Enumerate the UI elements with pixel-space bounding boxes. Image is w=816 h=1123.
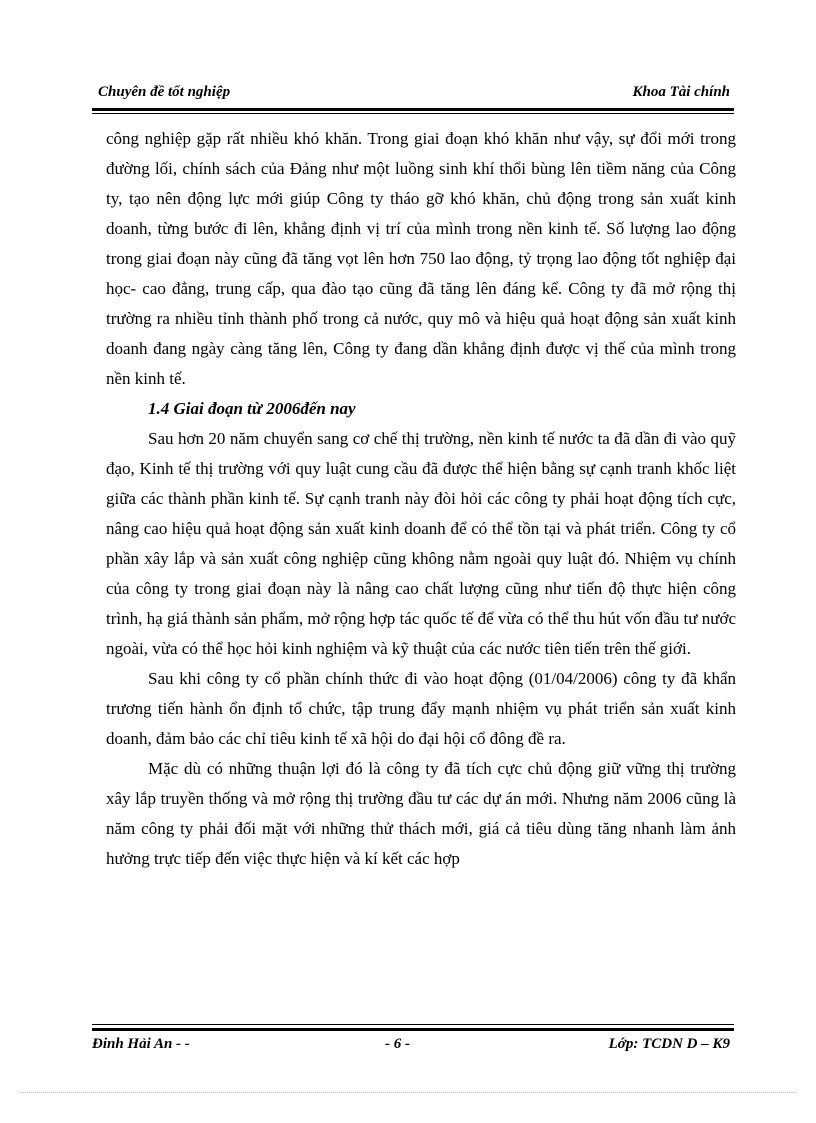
page-break-line xyxy=(20,1092,796,1093)
footer-rule-thick xyxy=(92,1028,734,1031)
paragraph-3: Sau khi công ty cổ phần chính thức đi vào hoạt động (01/04/2006) công ty đã khẩn trương tiến hành ổn định tổ chức, tập trung đẩy mạnh nhiệm vụ phát triển sản xuất kinh doanh, đảm bảo các chỉ tiêu kinh tế xã hội do đại hội cổ đông đề ra. xyxy=(106,669,736,748)
header-right-title: Khoa Tài chính xyxy=(632,84,730,100)
page-header xyxy=(92,80,734,106)
paragraph-1: công nghiệp gặp rất nhiều khó khăn. Trong giai đoạn khó khăn như vậy, sự đổi mới trong đường lối, chính sách của Đảng như một luồng sinh khí thổi bùng lên tiềm năng của Công ty, tạo nên động lực mới giúp Công ty tháo gỡ khó khăn, chủ động trong sản xuất kinh doanh, từng bước đi lên, khẳng định vị trí của mình trong nền kinh tế. Số lượng lao động trong giai đoạn này cũng đã tăng vọt lên hơn 750 lao động, tỷ trọng lao động tốt nghiệp đại học- cao đẳng, trung cấp, qua đào tạo cũng đã tăng lên đáng kể. Công ty đã mở rộng thị trường ra nhiều tỉnh thành phố trong cả nước, quy mô và hiệu quả hoạt động sản xuất kinh doanh đang ngày càng tăng lên, Công ty đang dần khẳng định được vị thế của mình trong nền kinh tế. xyxy=(106,129,736,388)
page-number: - 6 - xyxy=(385,1036,410,1052)
paragraph-2: Sau hơn 20 năm chuyển sang cơ chế thị trường, nền kinh tế nước ta đã dần đi vào quỹ đạo, Kinh tế thị trường với quy luật cung cầu đã được thể hiện bằng sự cạnh tranh khốc liệt giữa các thành phần kinh tế. Sự cạnh tranh này đòi hỏi các công ty phải hoạt động tích cực, nâng cao hiệu quả hoạt động sản xuất kinh doanh để có thể tồn tại và phát triển. Công ty cổ phần xây lắp và sản xuất công nghiệp cũng không nằm ngoài quy luật đó. Nhiệm vụ chính của công ty trong giai đoạn này là nâng cao chất lượng cũng như tiến độ thực hiện công trình, hạ giá thành sản phẩm, mở rộng hợp tác quốc tế để vừa có thể thu hút vốn đầu tư nước ngoài, vừa có thể học hỏi kinh nghiệm và kỹ thuật của các nước tiên tiến trên thế giới. xyxy=(106,429,736,658)
header-left-title: Chuyên đề tốt nghiệp xyxy=(98,84,231,100)
footer-rule-thin xyxy=(92,1024,734,1025)
header-rule-thick xyxy=(92,108,734,111)
paragraph-4: Mặc dù có những thuận lợi đó là công ty đã tích cực chủ động giữ vững thị trường xây lắp truyền thống và mở rộng thị trường đầu tư các dự án mới. Nhưng năm 2006 cũng là năm công ty phải đối mặt với những thử thách mới, giá cả tiêu dùng tăng nhanh làm ảnh hưởng trực tiếp đến việc thực hiện và kí kết các hợp xyxy=(106,759,736,868)
section-heading: 1.4 Giai đoạn từ 2006đến nay xyxy=(148,399,356,418)
header-rule-thin xyxy=(92,113,734,114)
page-body xyxy=(106,124,736,874)
page-footer xyxy=(92,1036,734,1060)
footer-class: Lớp: TCDN D – K9 xyxy=(608,1036,730,1052)
footer-author: Đinh Hải An - - xyxy=(92,1036,190,1052)
